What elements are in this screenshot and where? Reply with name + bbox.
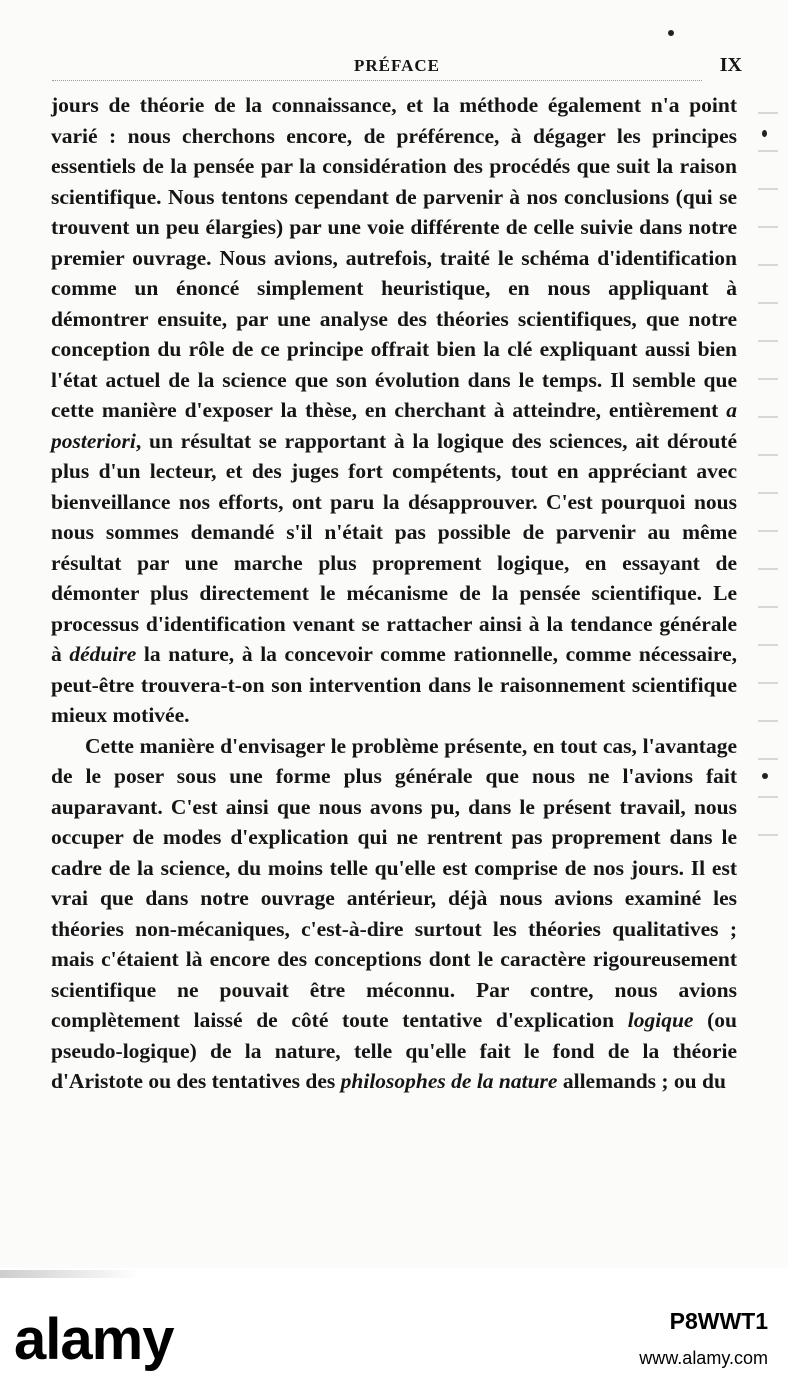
paragraph-2-text-a: Cette manière d'envisager le problème présente, en tout cas, l'avantage de le poser sous une forme plus générale que nous ne l'avions fait auparavant. C'est ainsi que nous avons pu, dans le présent travail, nous occuper de modes d'explication qui ne rentrent pas proprement dans le cadre de la science, du moins telle qu'elle est comprise de nos jours. Il est vrai que dans notre ouvrage antérieur, déjà nous avions examiné les théories non-mécaniques, c'est-à-dire surtout les théories qualitatives ; mais c'étaient là encore des conceptions dont le caractère rigoureusement scientifique ne pouvait être méconnu. Par contre, nous avions complètement laissé de côté toute tentative d'explication <box>51 733 737 1032</box>
ink-speck <box>762 130 767 137</box>
paragraph-2-italic-b: philosophes de la nature <box>340 1069 558 1093</box>
body-text <box>51 90 737 1097</box>
paragraph-1-text-a: jours de théorie de la connaissance, et la méthode également n'a point varié : nous cherchons encore, de préférence, à dégager les principes essentiels de la pensée par la considération des procédés que suit la raison scientifique. Nous tentons cependant de parvenir à nos conclusions (qui se trouvent un peu élargies) par une voie différente de celle suivie dans notre premier ouvrage. Nous avions, autrefois, traité le schéma d'identification comme un énoncé simplement heuristique, en nous appliquant à démontrer ensuite, par une analyse des théories scientifiques, que notre conception du rôle de ce principe offrait bien la clé expliquant aussi bien l'état actuel de la science que son évolution dans le temps. Il semble que cette manière d'exposer la thèse, en cherchant à atteindre, entièrement <box>51 93 737 422</box>
ink-speck <box>762 773 768 779</box>
paragraph-1 <box>51 90 737 731</box>
header-dotted-rule <box>52 80 702 81</box>
running-title: PRÉFACE <box>353 56 440 75</box>
page-number: IX <box>719 54 742 76</box>
paragraph-1-italic-a: a posteriori <box>51 398 737 453</box>
page-header <box>52 52 742 86</box>
paragraph-2-italic-a: logique <box>627 1008 694 1032</box>
paragraph-1-italic-b: déduire <box>69 642 137 666</box>
paragraph-1-text-c: la nature, à la concevoir comme rationnelle, comme nécessaire, peut-être trouvera-t-on son intervention dans le raisonnement scientifique mieux motivée. <box>51 642 737 727</box>
paragraph-2-text-b: (ou pseudo-logique) de la nature, telle qu'elle fait le fond de la théorie d'Aristote ou des tentatives des <box>51 1008 737 1093</box>
margin-scan-ticks <box>758 90 778 850</box>
paragraph-2-text-c: allemands ; ou du <box>557 1069 726 1093</box>
scan-streak <box>0 1270 140 1278</box>
paragraph-2 <box>51 731 737 1097</box>
paragraph-1-text-b: , un résultat se rapportant à la logique des sciences, ait dérouté plus d'un lecteur, et des juges fort compétents, tout en appréciant avec bienveillance nos efforts, ont paru la désapprouver. C'est pourquoi nous nous sommes demandé s'il n'était pas possible de parvenir au même résultat par une marche plus proprement logique, en essayant de démonter plus directement le mécanisme de la pensée scientifique. Le processus d'identification venant se rattacher ainsi à la tendance générale à <box>51 428 737 666</box>
ink-speck <box>668 30 674 36</box>
watermark-bar <box>0 1296 788 1390</box>
watermark-brand: alamy <box>14 1307 174 1372</box>
watermark-image-id: P8WWT1 <box>669 1308 768 1334</box>
watermark-site: www.alamy.com <box>639 1348 768 1368</box>
